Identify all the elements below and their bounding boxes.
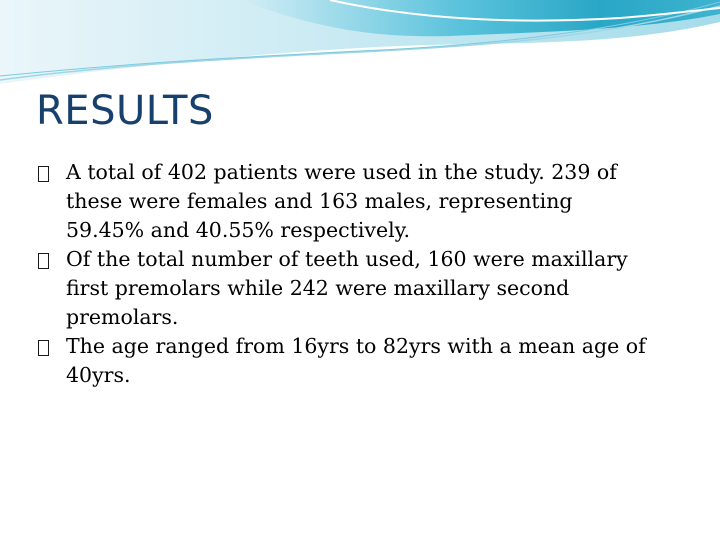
- missing-glyph-icon: [36, 332, 66, 361]
- slide-title: RESULTS: [36, 88, 214, 134]
- missing-glyph-icon: [36, 245, 66, 274]
- bullet-text: Of the total number of teeth used, 160 were maxillary first premolars while 242 were maxillary second premolars.: [66, 247, 628, 329]
- bullet-text: The age ranged from 16yrs to 82yrs with a mean age of 40yrs.: [66, 334, 646, 387]
- bullet-text: A total of 402 patients were used in the study. 239 of these were females and 163 males, representing 59.45% and 40.55% respectively.: [66, 160, 617, 242]
- bullet-list: [36, 158, 696, 390]
- wave-header-decoration: [0, 0, 720, 90]
- missing-glyph-icon: [36, 158, 66, 187]
- bullet-item: [36, 332, 696, 390]
- bullet-item: [36, 158, 696, 245]
- bullet-item: [36, 245, 696, 332]
